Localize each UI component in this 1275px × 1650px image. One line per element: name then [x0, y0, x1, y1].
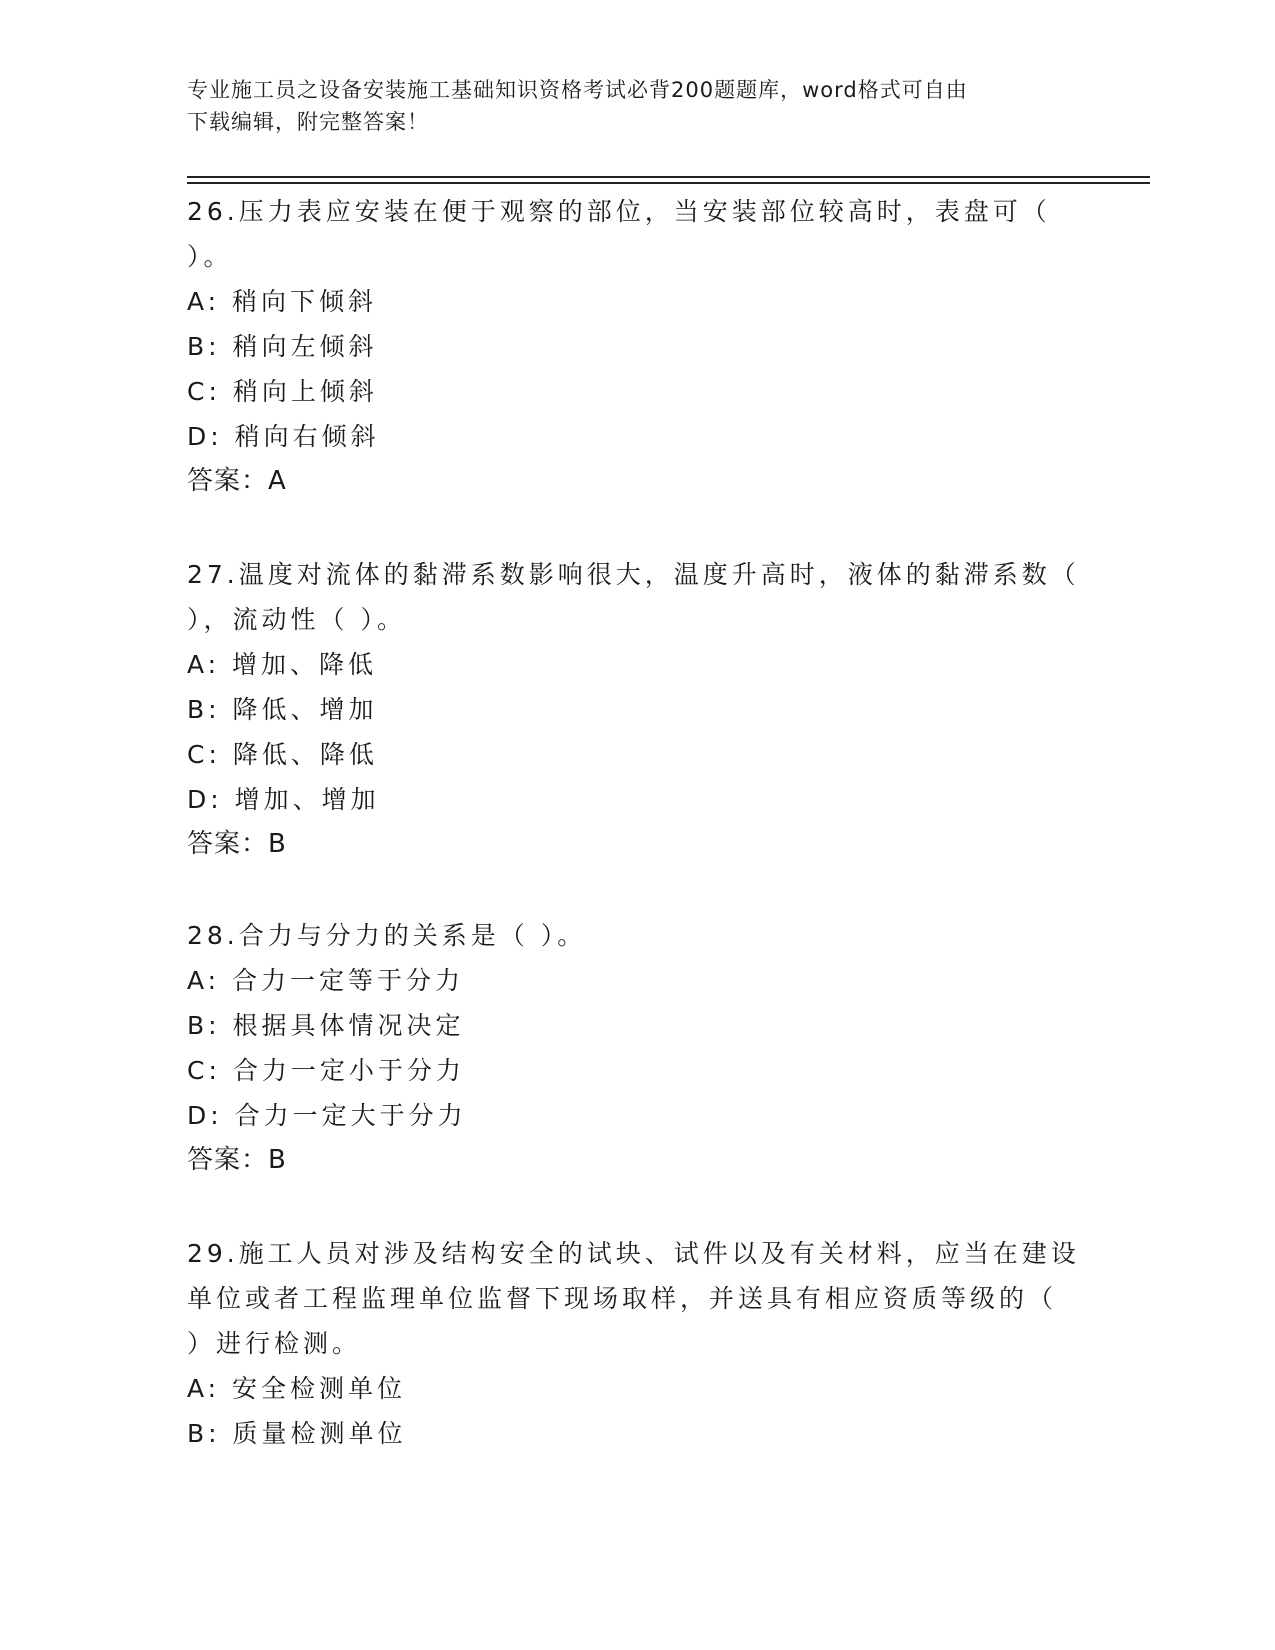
option-b: B: 降低、增加 [187, 695, 378, 724]
option-a: A: 合力一定等于分力 [187, 966, 465, 995]
option-c: C: 降低、降低 [187, 740, 378, 769]
header-divider-top [187, 176, 1150, 178]
question-28 [187, 913, 1087, 1183]
question-stem-line: 27.温度对流体的黏滞系数影响很大，温度升高时，液体的黏滞系数（ [187, 560, 1080, 589]
answer-label: 答案：B [187, 1145, 287, 1175]
question-stem-line: 28.合力与分力的关系是（ ）。 [187, 921, 587, 950]
option-d: D: 增加、增加 [187, 785, 380, 814]
option-a: A: 稍向下倾斜 [187, 287, 378, 316]
option-b: B: 质量检测单位 [187, 1419, 407, 1448]
question-stem-line: ）进行检测。 [187, 1329, 362, 1358]
question-stem-line: 26.压力表应安装在便于观察的部位，当安装部位较高时，表盘可（ [187, 197, 1051, 226]
option-b: B: 根据具体情况决定 [187, 1011, 465, 1040]
option-c: C: 稍向上倾斜 [187, 377, 378, 406]
header-title-line-2: 下载编辑，附完整答案！ [187, 110, 429, 134]
option-d: D: 合力一定大于分力 [187, 1101, 467, 1130]
question-27 [187, 552, 1087, 867]
question-stem-line: 29.施工人员对涉及结构安全的试块、试件以及有关材料，应当在建设 [187, 1239, 1080, 1268]
document-header [187, 74, 1067, 138]
header-divider-bottom [187, 182, 1150, 184]
option-b: B: 稍向左倾斜 [187, 332, 378, 361]
question-stem-line: 单位或者工程监理单位监督下现场取样，并送具有相应资质等级的（ [187, 1284, 1058, 1313]
question-stem-line: ）。 [187, 242, 233, 271]
answer-label: 答案：A [187, 466, 287, 496]
option-c: C: 合力一定小于分力 [187, 1056, 465, 1085]
question-26 [187, 189, 1087, 504]
header-title-line-1: 专业施工员之设备安装施工基础知识资格考试必背200题题库，word格式可自由 [187, 78, 968, 102]
question-29 [187, 1231, 1087, 1456]
question-stem-line: ），流动性（ ）。 [187, 605, 406, 634]
option-d: D: 稍向右倾斜 [187, 422, 380, 451]
answer-label: 答案：B [187, 829, 287, 859]
option-a: A: 安全检测单位 [187, 1374, 407, 1403]
option-a: A: 增加、降低 [187, 650, 378, 679]
